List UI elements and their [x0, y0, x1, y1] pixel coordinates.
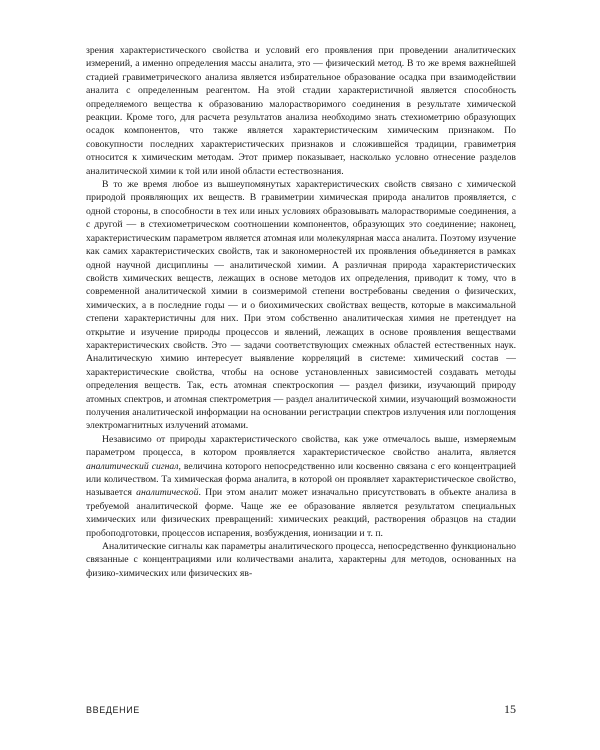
page-number: 15 [504, 702, 516, 716]
paragraph [86, 178, 516, 433]
text-run: Аналитические сигналы как параметры аналитического процесса, непосредственно функционально связанные с концентрациями или количествами аналита, характерны для методов, основанных на физико-химических или физических яв- [86, 541, 516, 579]
text-run: . При этом аналит может изначально присутствовать в объекте анализа в требуемой аналитической форме. Чаще же ее образование является результатом специальных химических или физических превращений: химических реакций, растворения образцов на стадии пробоподготовки, процессов испарения, возбуждения, ионизации и т. п. [86, 487, 516, 539]
emphasized-term: аналитической [136, 487, 199, 499]
text-run: , величина которого непосредственно или косвенно связана с его концентрацией или количеством. Та химическая форма аналита, в которой он проявляет характеристическое свойство, называется [86, 460, 516, 499]
text-run: В то же время любое из вышеупомянутых характеристических свойств связано с химической природой проявляющих их веществ. В гравиметрии химическая природа аналитов проявляется, с одной стороны, в способности в тех или иных условиях образовывать малорастворимые соединения, а с другой — в стехиометрическом соотношении компонентов, образующих это соединение; наконец, характеристическим параметром является атомная или молекулярная масса аналита. Поэтому изучение как самих характеристических свойств, так и закономерностей их проявления объединяется в рамках одной научной дисциплины — аналитической химии. А различная природа характеристических свойств химических веществ, лежащих в основе методов их определения, приводит к тому, что в современной аналитической химии в соизмеримой степени востребованы сведения о физических, химических, а в последние годы — и о биохимических свойствах веществ, которые в максимальной степени характеристичны для них. При этом собственно аналитическая химия не претендует на открытие и изучение природы процессов и явлений, лежащих в основе проявления веществами характеристических свойств. Это — задачи соответствующих смежных областей естественных наук. Аналитическую химию интересует выявление корреляций в системе: химический состав — характеристические свойства, чтобы на основе установленных зависимостей создавать методы определения веществ. Так, есть атомная спектроскопия — раздел физики, изучающий природу атомных спектров, и атомная спектрометрия — раздел аналитической химии, изучающий возможности получения аналитической информации на основании регистрации спектров излучения или поглощения электромагнитных излучений атомами. [86, 179, 516, 432]
text-run: Независимо от природы характеристического свойства, как уже отмечалось выше, измеряемым параметром процесса, в котором проявляется характеристическое свойство аналита, является [86, 433, 516, 459]
paragraph [86, 433, 516, 540]
emphasized-term: аналитический сигнал [86, 460, 179, 472]
running-head: ВВЕДЕНИЕ [86, 705, 140, 715]
paragraph [86, 44, 516, 178]
body-text [86, 44, 516, 580]
page-footer [86, 702, 516, 717]
paragraph [86, 540, 516, 580]
text-run: зрения характеристического свойства и условий его проявления при проведении аналитических измерений, а именно определения массы аналита, это — физический метод. В то же время важнейшей стадией гравиметрического анализа является избирательное образование осадка при взаимодействии аналита с определенным реагентом. На этой стадии характеристичной является способность определяемого вещества к образованию малорастворимого соединения в результате химической реакции. Кроме того, для расчета результатов анализа необходимо знать стехиометрию образующих осадок компонентов, что также является характеристическим химическим признаком. По совокупности последних характеристических признаков и сложившейся традиции, гравиметрия относится к химическим методам. Этот пример показывает, насколько условно отнесение разделов аналитической химии к той или иной области естествознания. [86, 45, 516, 177]
